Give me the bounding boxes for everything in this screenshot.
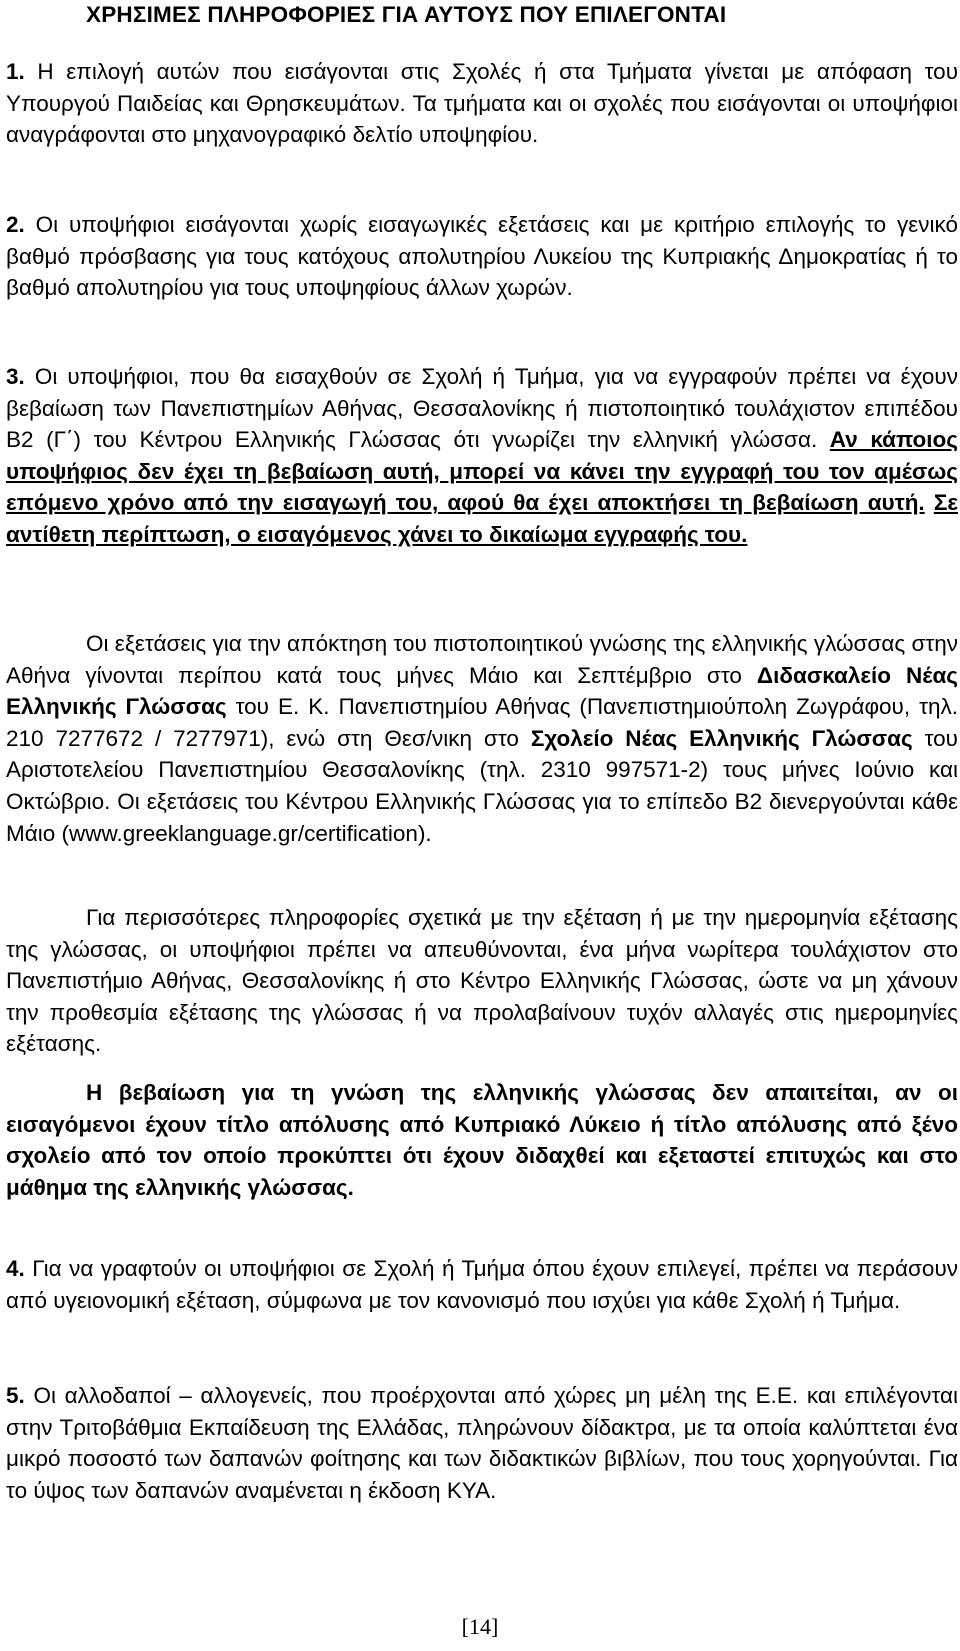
page-number: [14] <box>461 1614 499 1639</box>
item-number: 3. <box>6 364 25 389</box>
paragraph-text: Οι εξετάσεις για την απόκτηση του πιστοποιητικού γνώσης της ελληνικής γλώσσας στην Αθήνα γίνονται περίπου κατά τους μήνες Μάιο και Σεπτέμβριο στο <box>6 631 958 688</box>
institution-name: Διδασκαλείο Νέας Ελληνικής Γλώσσας <box>6 662 958 720</box>
institution-name: Σχολείο Νέας Ελληνικής Γλώσσας <box>530 725 913 751</box>
paragraph-exams <box>6 628 958 849</box>
emphasis-text: Σε αντίθετη περίπτωση, ο εισαγόμενος χάνει το δικαίωμα εγγραφής του. <box>6 490 958 547</box>
item-number: 4. <box>6 1256 25 1281</box>
item-number: 5. <box>6 1383 25 1408</box>
paragraph-5 <box>6 1380 958 1506</box>
emphasis-text: Αν κάποιος υποψήφιος δεν έχει τη βεβαίωση αυτή, μπορεί να κάνει την εγγραφή του τον αμέσως επόμενο χρόνο από την εισαγωγή του, αφού θα έχει αποκτήσει τη βεβαίωση αυτή. <box>6 427 958 516</box>
paragraph-3 <box>6 361 958 551</box>
paragraph-2 <box>6 209 958 304</box>
paragraph-exemption: Η βεβαίωση για τη γνώση της ελληνικής γλώσσας δεν απαιτείται, αν οι εισαγόμενοι έχουν τίτλο απόλυσης από Κυπριακό Λύκειο ή τίτλο απόλυσης από ξένο σχολείο από τον οποίο προκύπτει ότι έχουν διδαχθεί και εξεταστεί επιτυχώς και στο μάθημα της ελληνικής γλώσσας. <box>6 1080 958 1200</box>
paragraph-4 <box>6 1253 958 1316</box>
paragraph-text: Οι υποψήφιοι, που θα εισαχθούν σε Σχολή ή Τμήμα, για να εγγραφούν πρέπει να έχουν βεβαίωση των Πανεπιστημίων Αθήνας, Θεσσαλονίκης ή πιστοποιητικό τουλάχιστον επιπέδου Β2 (Γ΄) του Κέντρου Ελληνικής Γλώσσας ότι γνωρίζει την ελληνική γλώσσα. <box>6 364 958 453</box>
paragraph-text: Οι αλλοδαποί – αλλογενείς, που προέρχονται από χώρες μη μέλη της Ε.Ε. και επιλέγονται στην Τριτοβάθμια Εκπαίδευση της Ελλάδας, πληρώνουν δίδακτρα, με τα οποία καλύπτεται ένα μικρό ποσοστό των δαπανών φοίτησης και των διδακτικών βιβλίων, που τους χορηγούνται. Για το ύψος των δαπανών αναμένεται η έκδοση ΚΥΑ. <box>6 1383 958 1503</box>
paragraph-text: του Ε. Κ. Πανεπιστημίου Αθήνας (Πανεπιστημιούπολη Ζωγράφου, τηλ. 210 7277672 / 7277971), ενώ στη Θεσ/νικη στο <box>6 694 958 751</box>
paragraph-more-info: Για περισσότερες πληροφορίες σχετικά με την εξέταση ή με την ημερομηνία εξέτασης της γλώσσας, οι υποψήφιοι πρέπει να απευθύνονται, ένα μήνα νωρίτερα τουλάχιστον στο Πανεπιστήμιο Αθήνας, Θεσσαλονίκης ή στο Κέντρο Ελληνικής Γλώσσας, ώστε να μη χάνουν την προθεσμία εξέτασης της γλώσσας ή να προλαβαίνουν τυχόν αλλαγές στις ημερομηνίες εξέτασης. <box>6 905 958 1057</box>
paragraph-text: Για να γραφτούν οι υποψήφιοι σε Σχολή ή Τμήμα όπου έχουν επιλεγεί, πρέπει να περάσουν από υγειονομική εξέταση, σύμφωνα με τον κανονισμό που ισχύει για κάθε Σχολή ή Τμήμα. <box>6 1256 958 1313</box>
paragraph-text: Η επιλογή αυτών που εισάγονται στις Σχολές ή στα Τμήματα γίνεται με απόφαση του Υπουργού Παιδείας και Θρησκευμάτων. Τα τμήματα και οι σχολές που εισάγονται οι υποψήφιοι αναγράφονται στο μηχανογραφικό δελτίο υποψηφίου. <box>6 59 958 148</box>
page-title: ΧΡΗΣΙΜΕΣ ΠΛΗΡΟΦΟΡΙΕΣ ΓΙΑ ΑΥΤΟΥΣ ΠΟΥ ΕΠΙΛΕΓΟΝΤΑΙ <box>86 2 727 27</box>
paragraph-1 <box>6 56 958 151</box>
paragraph-text: Οι υποψήφιοι εισάγονται χωρίς εισαγωγικές εξετάσεις και με κριτήριο επιλογής το γενικό βαθμό πρόσβασης για τους κατόχους απολυτηρίου Λυκείου της Κυπριακής Δημοκρατίας ή το βαθμό απολυτηρίου για τους υποψηφίους άλλων χωρών. <box>6 212 958 301</box>
separator-space <box>925 490 934 515</box>
item-number: 1. <box>6 59 25 84</box>
paragraph-text: του Αριστοτελείου Πανεπιστημίου Θεσσαλονίκης (τηλ. 2310 997571-2) τους μήνες Ιούνιο και Οκτώβριο. Οι εξετάσεις του Κέντρου Ελληνικής Γλώσσας για το επίπεδο Β2 διενεργούνται κάθε Μάιο (www.greeklanguage.gr/certification). <box>6 725 958 846</box>
item-number: 2. <box>6 212 25 237</box>
